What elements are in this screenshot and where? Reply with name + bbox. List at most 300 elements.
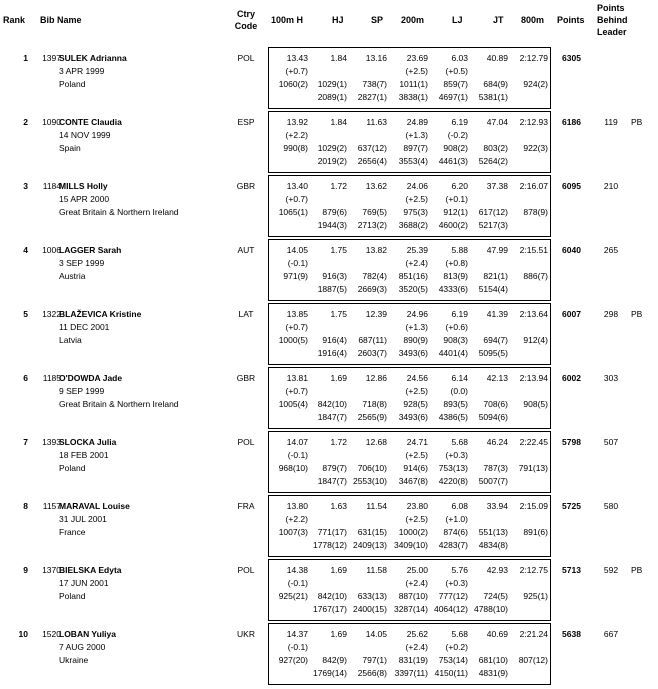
rank-cell: 1 bbox=[23, 53, 28, 63]
table-row bbox=[0, 565, 658, 629]
event-points: 925(21) bbox=[278, 591, 308, 601]
total-points: 5638 bbox=[562, 629, 581, 639]
event-points: 813(9) bbox=[443, 271, 468, 281]
athlete-country: Spain bbox=[59, 143, 81, 153]
bib-cell: 1006 bbox=[42, 245, 61, 255]
event-performance: 6.20 bbox=[451, 181, 468, 191]
event-performance: 25.00 bbox=[406, 565, 428, 575]
event-points: 922(3) bbox=[523, 143, 548, 153]
country-code: LAT bbox=[238, 309, 254, 319]
wind-reading: (-0.1) bbox=[287, 578, 308, 588]
points-behind-leader: 303 bbox=[603, 373, 619, 383]
event-points: 916(4) bbox=[322, 335, 347, 345]
country-code: UKR bbox=[237, 629, 255, 639]
event-performance: 14.05 bbox=[286, 245, 308, 255]
bib-cell: 1322 bbox=[42, 309, 61, 319]
total-points: 6002 bbox=[562, 373, 581, 383]
athlete-country: Austria bbox=[59, 271, 86, 281]
cumulative-points: 2713(2) bbox=[357, 220, 387, 230]
country-code: POL bbox=[237, 53, 255, 63]
athlete-name: LAGGER Sarah bbox=[59, 245, 122, 255]
event-performance: 5.88 bbox=[451, 245, 468, 255]
event-performance: 13.82 bbox=[365, 245, 387, 255]
event-performance: 23.69 bbox=[406, 53, 428, 63]
wind-reading: (+2.5) bbox=[405, 66, 428, 76]
event-points: 687(11) bbox=[358, 335, 387, 345]
athlete-name: O'DOWDA Jade bbox=[59, 373, 123, 383]
athlete-dob: 18 FEB 2001 bbox=[59, 450, 109, 460]
cumulative-points: 1887(5) bbox=[317, 284, 347, 294]
event-performance: 41.39 bbox=[486, 309, 508, 319]
event-points: 893(5) bbox=[443, 399, 468, 409]
wind-reading: (+1.0) bbox=[445, 514, 468, 524]
event-performance: 42.93 bbox=[486, 565, 508, 575]
cumulative-points: 1769(14) bbox=[312, 668, 347, 678]
event-points: 631(15) bbox=[357, 527, 387, 537]
wind-reading: (+0.7) bbox=[285, 386, 308, 396]
athlete-dob: 15 APR 2000 bbox=[59, 194, 110, 204]
event-points: 924(2) bbox=[523, 79, 548, 89]
event-points: 1005(4) bbox=[278, 399, 308, 409]
event-performance: 24.89 bbox=[406, 117, 428, 127]
points-behind-leader: 507 bbox=[603, 437, 619, 447]
athlete-country: France bbox=[59, 527, 86, 537]
event-performance: 11.54 bbox=[366, 501, 387, 511]
wind-reading: (+1.3) bbox=[405, 130, 428, 140]
cumulative-points: 3838(1) bbox=[398, 92, 428, 102]
points-behind-leader: 119 bbox=[604, 117, 618, 127]
wind-reading: (+0.7) bbox=[285, 194, 308, 204]
event-points: 1029(2) bbox=[317, 143, 347, 153]
points-behind-leader: 265 bbox=[603, 245, 619, 255]
event-performance: 11.58 bbox=[366, 565, 387, 575]
cumulative-points: 4600(2) bbox=[438, 220, 468, 230]
country-code: AUT bbox=[237, 245, 255, 255]
event-performance: 1.69 bbox=[330, 629, 347, 639]
event-performance: 47.99 bbox=[486, 245, 508, 255]
event-performance: 13.16 bbox=[365, 53, 387, 63]
event-points: 797(1) bbox=[362, 655, 387, 665]
table-row bbox=[0, 373, 658, 437]
event-points: 878(9) bbox=[523, 207, 548, 217]
wind-reading: (+2.5) bbox=[405, 514, 428, 524]
event-points: 916(3) bbox=[322, 271, 347, 281]
event-performance: 1.63 bbox=[330, 501, 347, 511]
event-points: 914(6) bbox=[403, 463, 428, 473]
athlete-country: Great Britain & Northern Ireland bbox=[59, 207, 179, 217]
event-performance: 2:21.24 bbox=[519, 629, 548, 639]
event-points: 681(10) bbox=[478, 655, 508, 665]
event-performance: 1.84 bbox=[330, 117, 347, 127]
cumulative-points: 5264(2) bbox=[478, 156, 508, 166]
total-points: 5713 bbox=[562, 565, 581, 575]
athlete-country: Ukraine bbox=[59, 655, 89, 665]
athlete-country: Latvia bbox=[59, 335, 82, 345]
header-behind-line1: Points bbox=[597, 3, 625, 13]
event-performance: 2:15.51 bbox=[519, 245, 548, 255]
event-points: 1060(2) bbox=[278, 79, 308, 89]
event-points: 1065(1) bbox=[278, 207, 308, 217]
event-points: 897(7) bbox=[403, 143, 428, 153]
header-ctry-line2: Code bbox=[234, 21, 258, 31]
event-points: 1000(2) bbox=[398, 527, 428, 537]
wind-reading: (+0.2) bbox=[445, 642, 468, 652]
total-points: 6095 bbox=[562, 181, 581, 191]
event-points: 842(9) bbox=[322, 655, 347, 665]
header-javelin: JT bbox=[493, 15, 504, 25]
cumulative-points: 4401(4) bbox=[438, 348, 468, 358]
cumulative-points: 4150(11) bbox=[434, 668, 468, 678]
event-performance: 14.38 bbox=[286, 565, 308, 575]
event-points: 617(12) bbox=[478, 207, 508, 217]
event-points: 831(19) bbox=[398, 655, 428, 665]
event-performance: 13.92 bbox=[286, 117, 308, 127]
event-points: 990(8) bbox=[283, 143, 308, 153]
event-points: 684(9) bbox=[483, 79, 508, 89]
bib-cell: 1520 bbox=[42, 629, 61, 639]
event-points: 718(8) bbox=[362, 399, 387, 409]
event-points: 912(4) bbox=[523, 335, 548, 345]
event-performance: 24.06 bbox=[406, 181, 428, 191]
country-code: FRA bbox=[237, 501, 255, 511]
event-points: 890(9) bbox=[403, 335, 428, 345]
event-points: 887(10) bbox=[398, 591, 428, 601]
event-points: 753(13) bbox=[438, 463, 468, 473]
cumulative-points: 3688(2) bbox=[398, 220, 428, 230]
cumulative-points: 2603(7) bbox=[357, 348, 387, 358]
event-performance: 1.75 bbox=[330, 309, 347, 319]
event-points: 706(10) bbox=[357, 463, 387, 473]
event-performance: 13.43 bbox=[286, 53, 308, 63]
athlete-name: SLOCKA Julia bbox=[59, 437, 117, 447]
cumulative-points: 3397(11) bbox=[394, 668, 428, 678]
points-behind-leader: 592 bbox=[603, 565, 619, 575]
wind-reading: (+0.3) bbox=[445, 578, 468, 588]
event-performance: 1.72 bbox=[330, 437, 347, 447]
event-performance: 5.68 bbox=[451, 437, 468, 447]
cumulative-points: 5094(6) bbox=[478, 412, 508, 422]
cumulative-points: 5217(3) bbox=[478, 220, 508, 230]
event-points: 637(12) bbox=[357, 143, 387, 153]
event-points: 1007(3) bbox=[278, 527, 308, 537]
event-performance: 14.05 bbox=[365, 629, 387, 639]
cumulative-points: 3553(4) bbox=[398, 156, 428, 166]
rank-cell: 6 bbox=[23, 373, 28, 383]
bib-cell: 1184 bbox=[42, 181, 61, 191]
event-performance: 24.56 bbox=[406, 373, 428, 383]
event-points: 787(3) bbox=[483, 463, 508, 473]
athlete-country: Poland bbox=[59, 463, 86, 473]
header-800m: 800m bbox=[521, 15, 545, 25]
event-points: 1000(5) bbox=[278, 335, 308, 345]
table-row bbox=[0, 501, 658, 565]
header-ctry-line1: Ctry bbox=[236, 9, 255, 19]
bib-cell: 1185 bbox=[42, 373, 61, 383]
header-high-jump: HJ bbox=[332, 15, 344, 25]
wind-reading: (-0.1) bbox=[287, 258, 308, 268]
event-points: 859(7) bbox=[443, 79, 468, 89]
cumulative-points: 2400(15) bbox=[352, 604, 387, 614]
event-performance: 42.13 bbox=[486, 373, 508, 383]
event-performance: 13.85 bbox=[286, 309, 308, 319]
header-long-jump: LJ bbox=[452, 15, 463, 25]
rank-cell: 4 bbox=[23, 245, 28, 255]
cumulative-points: 2553(10) bbox=[352, 476, 387, 486]
wind-reading: (+2.4) bbox=[405, 578, 428, 588]
cumulative-points: 5095(5) bbox=[478, 348, 508, 358]
event-performance: 1.72 bbox=[330, 181, 347, 191]
cumulative-points: 5381(1) bbox=[478, 92, 508, 102]
event-performance: 14.37 bbox=[286, 629, 308, 639]
event-performance: 23.80 bbox=[406, 501, 428, 511]
event-performance: 2:13.64 bbox=[519, 309, 548, 319]
event-performance: 13.80 bbox=[286, 501, 308, 511]
wind-reading: (0.0) bbox=[450, 386, 468, 396]
cumulative-points: 5154(4) bbox=[478, 284, 508, 294]
cumulative-points: 3467(8) bbox=[398, 476, 428, 486]
event-points: 551(13) bbox=[478, 527, 508, 537]
event-points: 874(6) bbox=[443, 527, 468, 537]
cumulative-points: 4788(10) bbox=[473, 604, 508, 614]
event-points: 771(17) bbox=[317, 527, 347, 537]
cumulative-points: 2669(3) bbox=[357, 284, 387, 294]
cumulative-points: 2409(13) bbox=[352, 540, 387, 550]
event-points: 1011(1) bbox=[399, 79, 428, 89]
total-points: 5725 bbox=[562, 501, 581, 511]
header-behind-line2: Behind bbox=[597, 15, 628, 25]
wind-reading: (+2.4) bbox=[405, 642, 428, 652]
wind-reading: (+2.2) bbox=[285, 514, 308, 524]
cumulative-points: 4283(7) bbox=[438, 540, 468, 550]
bib-cell: 1393 bbox=[42, 437, 61, 447]
cumulative-points: 4461(3) bbox=[438, 156, 468, 166]
event-performance: 13.62 bbox=[365, 181, 387, 191]
event-performance: 2:12.79 bbox=[519, 53, 548, 63]
event-points: 724(5) bbox=[483, 591, 508, 601]
athlete-dob: 9 SEP 1999 bbox=[59, 386, 105, 396]
cumulative-points: 4333(6) bbox=[438, 284, 468, 294]
cumulative-points: 4831(9) bbox=[478, 668, 508, 678]
cumulative-points: 2827(1) bbox=[357, 92, 387, 102]
event-performance: 33.94 bbox=[486, 501, 508, 511]
event-performance: 25.62 bbox=[406, 629, 428, 639]
header-bib-name: Bib Name bbox=[40, 15, 82, 25]
cumulative-points: 3287(14) bbox=[393, 604, 428, 614]
event-points: 925(1) bbox=[523, 591, 548, 601]
event-points: 769(5) bbox=[362, 207, 387, 217]
cumulative-points: 4697(1) bbox=[438, 92, 468, 102]
event-performance: 40.69 bbox=[486, 629, 508, 639]
event-points: 891(6) bbox=[523, 527, 548, 537]
event-points: 791(13) bbox=[518, 463, 548, 473]
event-performance: 46.24 bbox=[486, 437, 508, 447]
bib-cell: 1157 bbox=[42, 501, 61, 511]
event-performance: 6.19 bbox=[451, 309, 468, 319]
header-ctry bbox=[226, 8, 266, 32]
cumulative-points: 2089(1) bbox=[317, 92, 347, 102]
event-points: 753(14) bbox=[438, 655, 468, 665]
event-performance: 24.96 bbox=[406, 309, 428, 319]
athlete-name: SULEK Adrianna bbox=[59, 53, 127, 63]
event-performance: 12.86 bbox=[365, 373, 387, 383]
cumulative-points: 4386(5) bbox=[438, 412, 468, 422]
athlete-name: BIELSKA Edyta bbox=[59, 565, 122, 575]
event-performance: 12.39 bbox=[365, 309, 387, 319]
athlete-country: Poland bbox=[59, 591, 86, 601]
athlete-dob: 14 NOV 1999 bbox=[59, 130, 111, 140]
cumulative-points: 1847(7) bbox=[317, 412, 347, 422]
table-row bbox=[0, 53, 658, 117]
cumulative-points: 1847(7) bbox=[317, 476, 347, 486]
event-points: 971(9) bbox=[283, 271, 308, 281]
bib-cell: 1090 bbox=[42, 117, 61, 127]
event-performance: 2:22.45 bbox=[519, 437, 548, 447]
cumulative-points: 3520(5) bbox=[398, 284, 428, 294]
event-points: 633(13) bbox=[357, 591, 387, 601]
wind-reading: (+0.7) bbox=[285, 322, 308, 332]
country-code: POL bbox=[237, 565, 255, 575]
event-performance: 5.68 bbox=[451, 629, 468, 639]
event-performance: 6.14 bbox=[451, 373, 468, 383]
bib-cell: 1370 bbox=[42, 565, 61, 575]
event-points: 928(5) bbox=[403, 399, 428, 409]
wind-reading: (+0.6) bbox=[445, 322, 468, 332]
cumulative-points: 2566(8) bbox=[357, 668, 387, 678]
event-points: 782(4) bbox=[362, 271, 387, 281]
table-row bbox=[0, 181, 658, 245]
event-performance: 1.69 bbox=[330, 565, 347, 575]
event-performance: 1.69 bbox=[330, 373, 347, 383]
event-performance: 6.08 bbox=[451, 501, 468, 511]
event-points: 1029(1) bbox=[317, 79, 347, 89]
total-points: 5798 bbox=[562, 437, 581, 447]
event-performance: 2:12.93 bbox=[519, 117, 548, 127]
wind-reading: (-0.1) bbox=[287, 450, 308, 460]
table-row bbox=[0, 309, 658, 373]
wind-reading: (+2.5) bbox=[405, 194, 428, 204]
event-points: 738(7) bbox=[362, 79, 387, 89]
table-row bbox=[0, 437, 658, 501]
event-performance: 25.39 bbox=[406, 245, 428, 255]
header-rank: Rank bbox=[3, 15, 26, 25]
bib-cell: 1397 bbox=[42, 53, 61, 63]
personal-best-badge: PB bbox=[631, 117, 643, 127]
cumulative-points: 2019(2) bbox=[317, 156, 347, 166]
event-points: 975(3) bbox=[403, 207, 428, 217]
cumulative-points: 4064(12) bbox=[433, 604, 468, 614]
country-code: POL bbox=[237, 437, 255, 447]
cumulative-points: 4834(8) bbox=[478, 540, 508, 550]
event-points: 886(7) bbox=[523, 271, 548, 281]
athlete-country: Poland bbox=[59, 79, 86, 89]
event-performance: 24.71 bbox=[406, 437, 428, 447]
wind-reading: (+0.3) bbox=[445, 450, 468, 460]
cumulative-points: 3409(10) bbox=[393, 540, 428, 550]
athlete-dob: 11 DEC 2001 bbox=[59, 322, 110, 332]
event-points: 821(1) bbox=[483, 271, 508, 281]
event-points: 777(12) bbox=[438, 591, 468, 601]
event-performance: 14.07 bbox=[286, 437, 308, 447]
athlete-name: MILLS Holly bbox=[59, 181, 108, 191]
cumulative-points: 2565(9) bbox=[357, 412, 387, 422]
event-points: 879(6) bbox=[322, 207, 347, 217]
wind-reading: (+1.3) bbox=[405, 322, 428, 332]
wind-reading: (+0.5) bbox=[445, 66, 468, 76]
event-performance: 5.76 bbox=[451, 565, 468, 575]
total-points: 6007 bbox=[562, 309, 581, 319]
event-points: 694(7) bbox=[483, 335, 508, 345]
rank-cell: 10 bbox=[18, 629, 28, 639]
cumulative-points: 1767(17) bbox=[312, 604, 347, 614]
athlete-name: BLAŽEVICA Kristine bbox=[59, 309, 142, 319]
header-points: Points bbox=[557, 15, 585, 25]
event-points: 879(7) bbox=[322, 463, 347, 473]
wind-reading: (+0.1) bbox=[445, 194, 468, 204]
cumulative-points: 1944(3) bbox=[317, 220, 347, 230]
event-performance: 2:12.75 bbox=[519, 565, 548, 575]
event-performance: 13.81 bbox=[286, 373, 308, 383]
wind-reading: (+2.5) bbox=[405, 386, 428, 396]
personal-best-badge: PB bbox=[631, 309, 643, 319]
event-points: 908(5) bbox=[523, 399, 548, 409]
points-behind-leader: 210 bbox=[603, 181, 619, 191]
rank-cell: 8 bbox=[23, 501, 28, 511]
event-performance: 11.63 bbox=[366, 117, 387, 127]
event-performance: 1.84 bbox=[330, 53, 347, 63]
cumulative-points: 4220(8) bbox=[438, 476, 468, 486]
cumulative-points: 5007(7) bbox=[478, 476, 508, 486]
event-points: 912(1) bbox=[443, 207, 468, 217]
wind-reading: (+2.2) bbox=[285, 130, 308, 140]
country-code: GBR bbox=[236, 181, 256, 191]
athlete-name: MARAVAL Louise bbox=[59, 501, 130, 511]
country-code: ESP bbox=[237, 117, 255, 127]
event-performance: 6.19 bbox=[451, 117, 468, 127]
header-shot-put: SP bbox=[371, 15, 384, 25]
event-points: 908(3) bbox=[443, 335, 468, 345]
event-points: 851(16) bbox=[398, 271, 428, 281]
athlete-country: Great Britain & Northern Ireland bbox=[59, 399, 179, 409]
points-behind-leader: 667 bbox=[603, 629, 619, 639]
wind-reading: (+0.8) bbox=[445, 258, 468, 268]
header-points-behind-leader bbox=[597, 2, 628, 38]
points-behind-leader: 298 bbox=[603, 309, 619, 319]
event-performance: 2:13.94 bbox=[519, 373, 548, 383]
event-points: 968(10) bbox=[278, 463, 308, 473]
event-performance: 47.04 bbox=[486, 117, 508, 127]
event-performance: 1.75 bbox=[330, 245, 347, 255]
points-behind-leader: 580 bbox=[603, 501, 619, 511]
athlete-name: CONTE Claudia bbox=[59, 117, 122, 127]
personal-best-badge: PB bbox=[631, 565, 643, 575]
wind-reading: (+2.4) bbox=[405, 258, 428, 268]
cumulative-points: 3493(6) bbox=[398, 412, 428, 422]
rank-cell: 5 bbox=[23, 309, 28, 319]
athlete-name: LOBAN Yuliya bbox=[59, 629, 116, 639]
total-points: 6305 bbox=[562, 53, 581, 63]
table-row bbox=[0, 629, 658, 689]
event-performance: 2:15.09 bbox=[519, 501, 548, 511]
athlete-dob: 17 JUN 2001 bbox=[59, 578, 109, 588]
athlete-dob: 31 JUL 2001 bbox=[59, 514, 107, 524]
event-performance: 12.68 bbox=[365, 437, 387, 447]
rank-cell: 2 bbox=[23, 117, 28, 127]
event-points: 842(10) bbox=[317, 591, 347, 601]
table-row bbox=[0, 117, 658, 181]
wind-reading: (-0.1) bbox=[287, 642, 308, 652]
event-points: 842(10) bbox=[317, 399, 347, 409]
header-100m-hurdles: 100m H bbox=[271, 15, 304, 25]
